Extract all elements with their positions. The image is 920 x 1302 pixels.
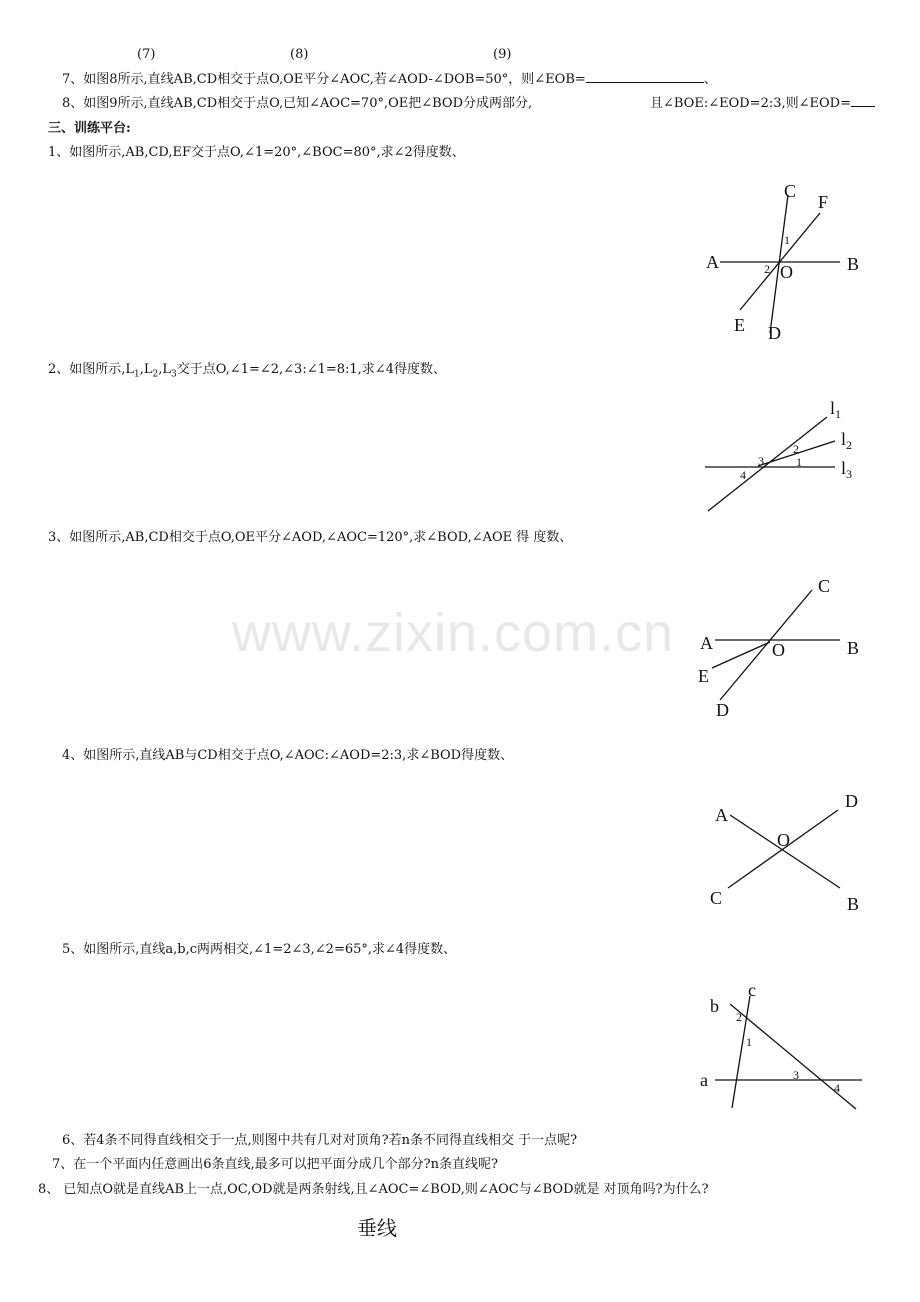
line-a-label: a [700,1070,708,1090]
point-O-label: O [777,830,790,850]
line-l2-label: $l_2$ [841,429,853,452]
angle-1-label: 1 [746,1035,752,1049]
figure-1-diagram [690,175,870,350]
figure-5-diagram [690,980,870,1115]
figure-3-diagram [690,570,870,725]
angle-3-label: 3 [758,454,764,468]
problem-1: 1、如图所示,AB,CD,EF交于点O,∠1=20°,∠BOC=80°,求∠2得度数、 [48,145,465,160]
figure-4-diagram [690,785,870,920]
angle-2-label: 2 [736,1010,742,1024]
watermark: www.zixin.com.cn [232,603,675,663]
figure-label-7: (7) [137,47,156,62]
problem-8: 8、 已知点O就是直线AB上一点,OC,OD就是两条射线,且∠AOC=∠BOD,则∠AOC与∠BOD就是 对顶角吗?为什么? [38,1182,709,1197]
point-D-label: D [768,323,781,343]
section-heading: 三、训练平台: [48,121,131,136]
point-O-label: O [772,640,785,660]
problem-3: 3、如图所示,AB,CD相交于点O,OE平分∠AOD,∠AOC=120°,求∠BOD,∠AOE 得 度数、 [48,530,573,545]
answer-blank [851,106,875,107]
point-C-label: C [710,888,723,908]
answer-blank [586,82,704,83]
point-E-label: E [734,315,745,335]
point-A-label: A [706,252,719,272]
line-l1-label: $l_1$ [830,398,842,421]
angle-4-label: 4 [834,1081,840,1095]
problem-6: 6、若4条不同得直线相交于一点,则图中共有几对对顶角?若n条不同得直线相交 于一点呢? [62,1133,578,1148]
angle-4-label: 4 [740,468,746,482]
question-7-line [62,72,717,88]
problem-5: 5、如图所示,直线a,b,c两两相交,∠1=2∠3,∠2=65°,求∠4得度数、 [62,942,457,957]
question-7-text: 7、如图8所示,直线AB,CD相交于点O,OE平分∠AOC,若∠AOD-∠DOB=50°，则∠EOB= [62,72,586,87]
question-8-text-b: 且∠BOE:∠EOD=2:3,则∠EOD= [650,96,851,111]
question-8-line-b [650,96,875,112]
line-b-label: b [710,996,719,1016]
point-F-label: F [818,192,829,212]
problem-2: 2、如图所示$,L_1,L_2,L_3$交于点O,∠1=∠2,∠3:∠1=8:1,求∠4得度数、 [48,362,446,380]
problem-7: 7、在一个平面内任意画出6条直线,最多可以把平面分成几个部分?n条直线呢? [52,1157,498,1172]
angle-1-label: 1 [796,455,802,469]
line-l3-label: $l_3$ [841,458,853,481]
angle-2-label: 2 [793,442,799,456]
point-B-label: B [847,638,860,658]
figure-2-diagram [695,395,870,520]
point-A-label: A [700,633,713,653]
figure-label-8: (8) [290,47,309,62]
angle-3-label: 3 [793,1068,799,1082]
point-A-label: A [715,805,728,825]
point-E-label: E [698,666,709,686]
point-O-label: O [780,262,793,282]
point-D-label: D [845,791,858,811]
angle-1-label: 1 [784,233,790,247]
angle-2-label: 2 [764,262,770,276]
problem-4: 4、如图所示,直线AB与CD相交于点O,∠AOC:∠AOD=2:3,求∠BOD得度数、 [62,748,514,763]
section-title: 垂线 [357,1216,397,1240]
point-B-label: B [847,254,860,274]
figure-label-9: (9) [493,47,512,62]
point-C-label: C [818,576,831,596]
line-c-label: c [748,980,756,1000]
question-7-tail: 、 [703,72,717,87]
point-D-label: D [716,700,729,720]
question-8-line [62,96,532,112]
point-B-label: B [847,894,860,914]
question-8-text: 8、如图9所示,直线AB,CD相交于点O,已知∠AOC=70°,OE把∠BOD分成两部分, [62,96,533,111]
point-C-label: C [784,181,797,201]
